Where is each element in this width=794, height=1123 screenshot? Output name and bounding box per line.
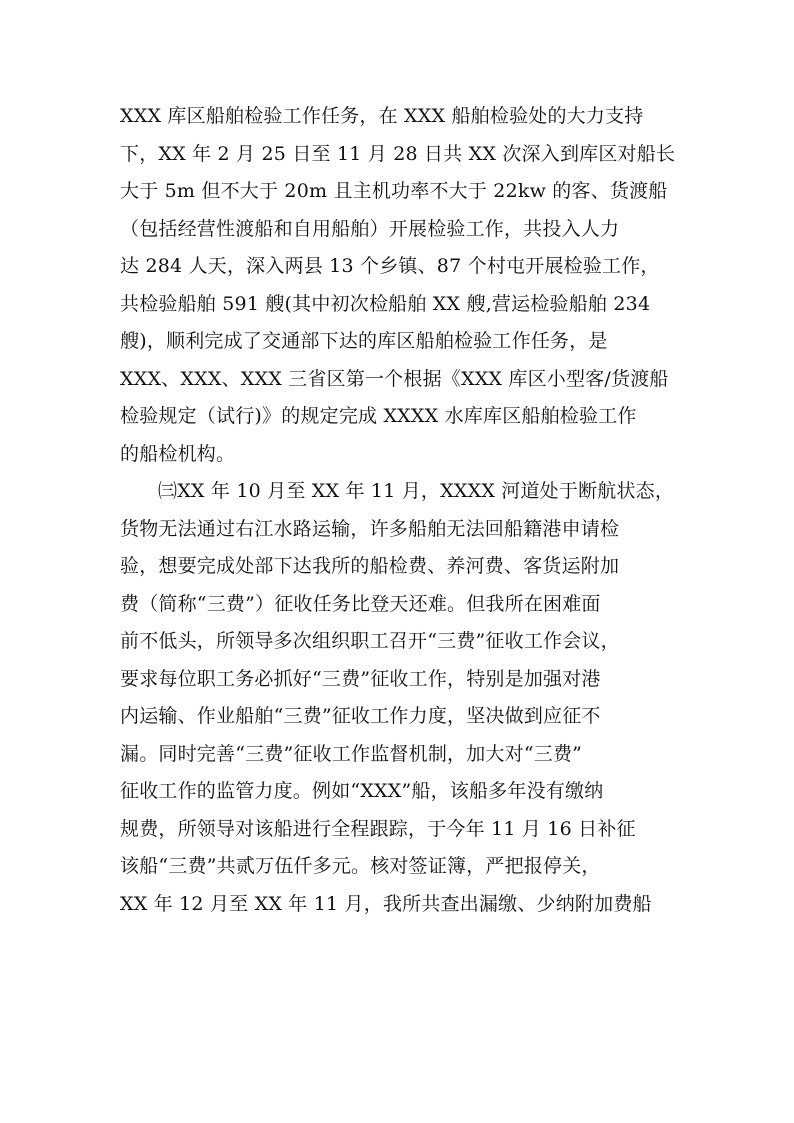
text-line: 验，想要完成处部下达我所的船检费、养河费、客货运附加 bbox=[120, 555, 620, 577]
text-line: 费（简称“三费”）征收任务比登天还难。但我所在困难面 bbox=[120, 592, 601, 615]
text-line: 该船“三费”共贰万伍仟多元。核对签证簿，严把报停关， bbox=[120, 855, 601, 877]
body-text bbox=[120, 98, 680, 923]
text-line: XX 年 12 月至 XX 年 11 月，我所共查出漏缴、少纳附加费船 bbox=[120, 892, 652, 915]
text-line: 前不低头，所领导多次组织职工召开“三费”征收工作会议， bbox=[120, 630, 620, 652]
text-line: 达 284 人天，深入两县 13 个乡镇、87 个村屯开展检验工作， bbox=[120, 255, 660, 277]
text-line: 要求每位职工务必抓好“三费”征收工作，特别是加强对港 bbox=[120, 667, 601, 690]
text-line: 下，XX 年 2 月 25 日至 11 月 28 日共 XX 次深入到库区对船长 bbox=[120, 142, 676, 165]
text-line: 大于 5m 但不大于 20m 且主机功率不大于 22kw 的客、货渡船 bbox=[120, 180, 668, 202]
text-line: 规费，所领导对该船进行全程跟踪，于今年 11 月 16 日补征 bbox=[120, 817, 636, 840]
text-line: 内运输、作业船舶“三费”征收工作力度，坚决做到应征不 bbox=[120, 705, 601, 727]
text-line: 检验规定（试行)》的规定完成 XXXX 水库库区船舶检验工作 bbox=[120, 405, 637, 427]
text-line: 征收工作的监管力度。例如“XXX”船，该船多年没有缴纳 bbox=[120, 780, 604, 802]
text-line: （包括经营性渡船和自用船舶）开展检验工作，共投入人力 bbox=[120, 217, 620, 240]
text-line: XXX 库区船舶检验工作任务，在 XXX 船舶检验处的大力支持 bbox=[120, 105, 644, 127]
text-line: 的船检机构。 bbox=[120, 442, 236, 465]
text-line: 艘)，顺利完成了交通部下达的库区船舶检验工作任务，是 bbox=[120, 330, 608, 352]
text-line: 漏。同时完善“三费”征收工作监督机制，加大对“三费” bbox=[120, 742, 583, 765]
text-line: XXX、XXX、XXX 三省区第一个根据《XXX 库区小型客/货渡船 bbox=[120, 367, 669, 390]
paragraph-start-line: ㈢XX 年 10 月至 XX 年 11 月，XXXX 河道处于断航状态， bbox=[158, 480, 675, 502]
text-line: 货物无法通过右江水路运输，许多船舶无法回船籍港申请检 bbox=[120, 517, 620, 540]
text-line: 共检验船舶 591 艘(其中初次检船舶 XX 艘,营运检验船舶 234 bbox=[120, 292, 651, 315]
